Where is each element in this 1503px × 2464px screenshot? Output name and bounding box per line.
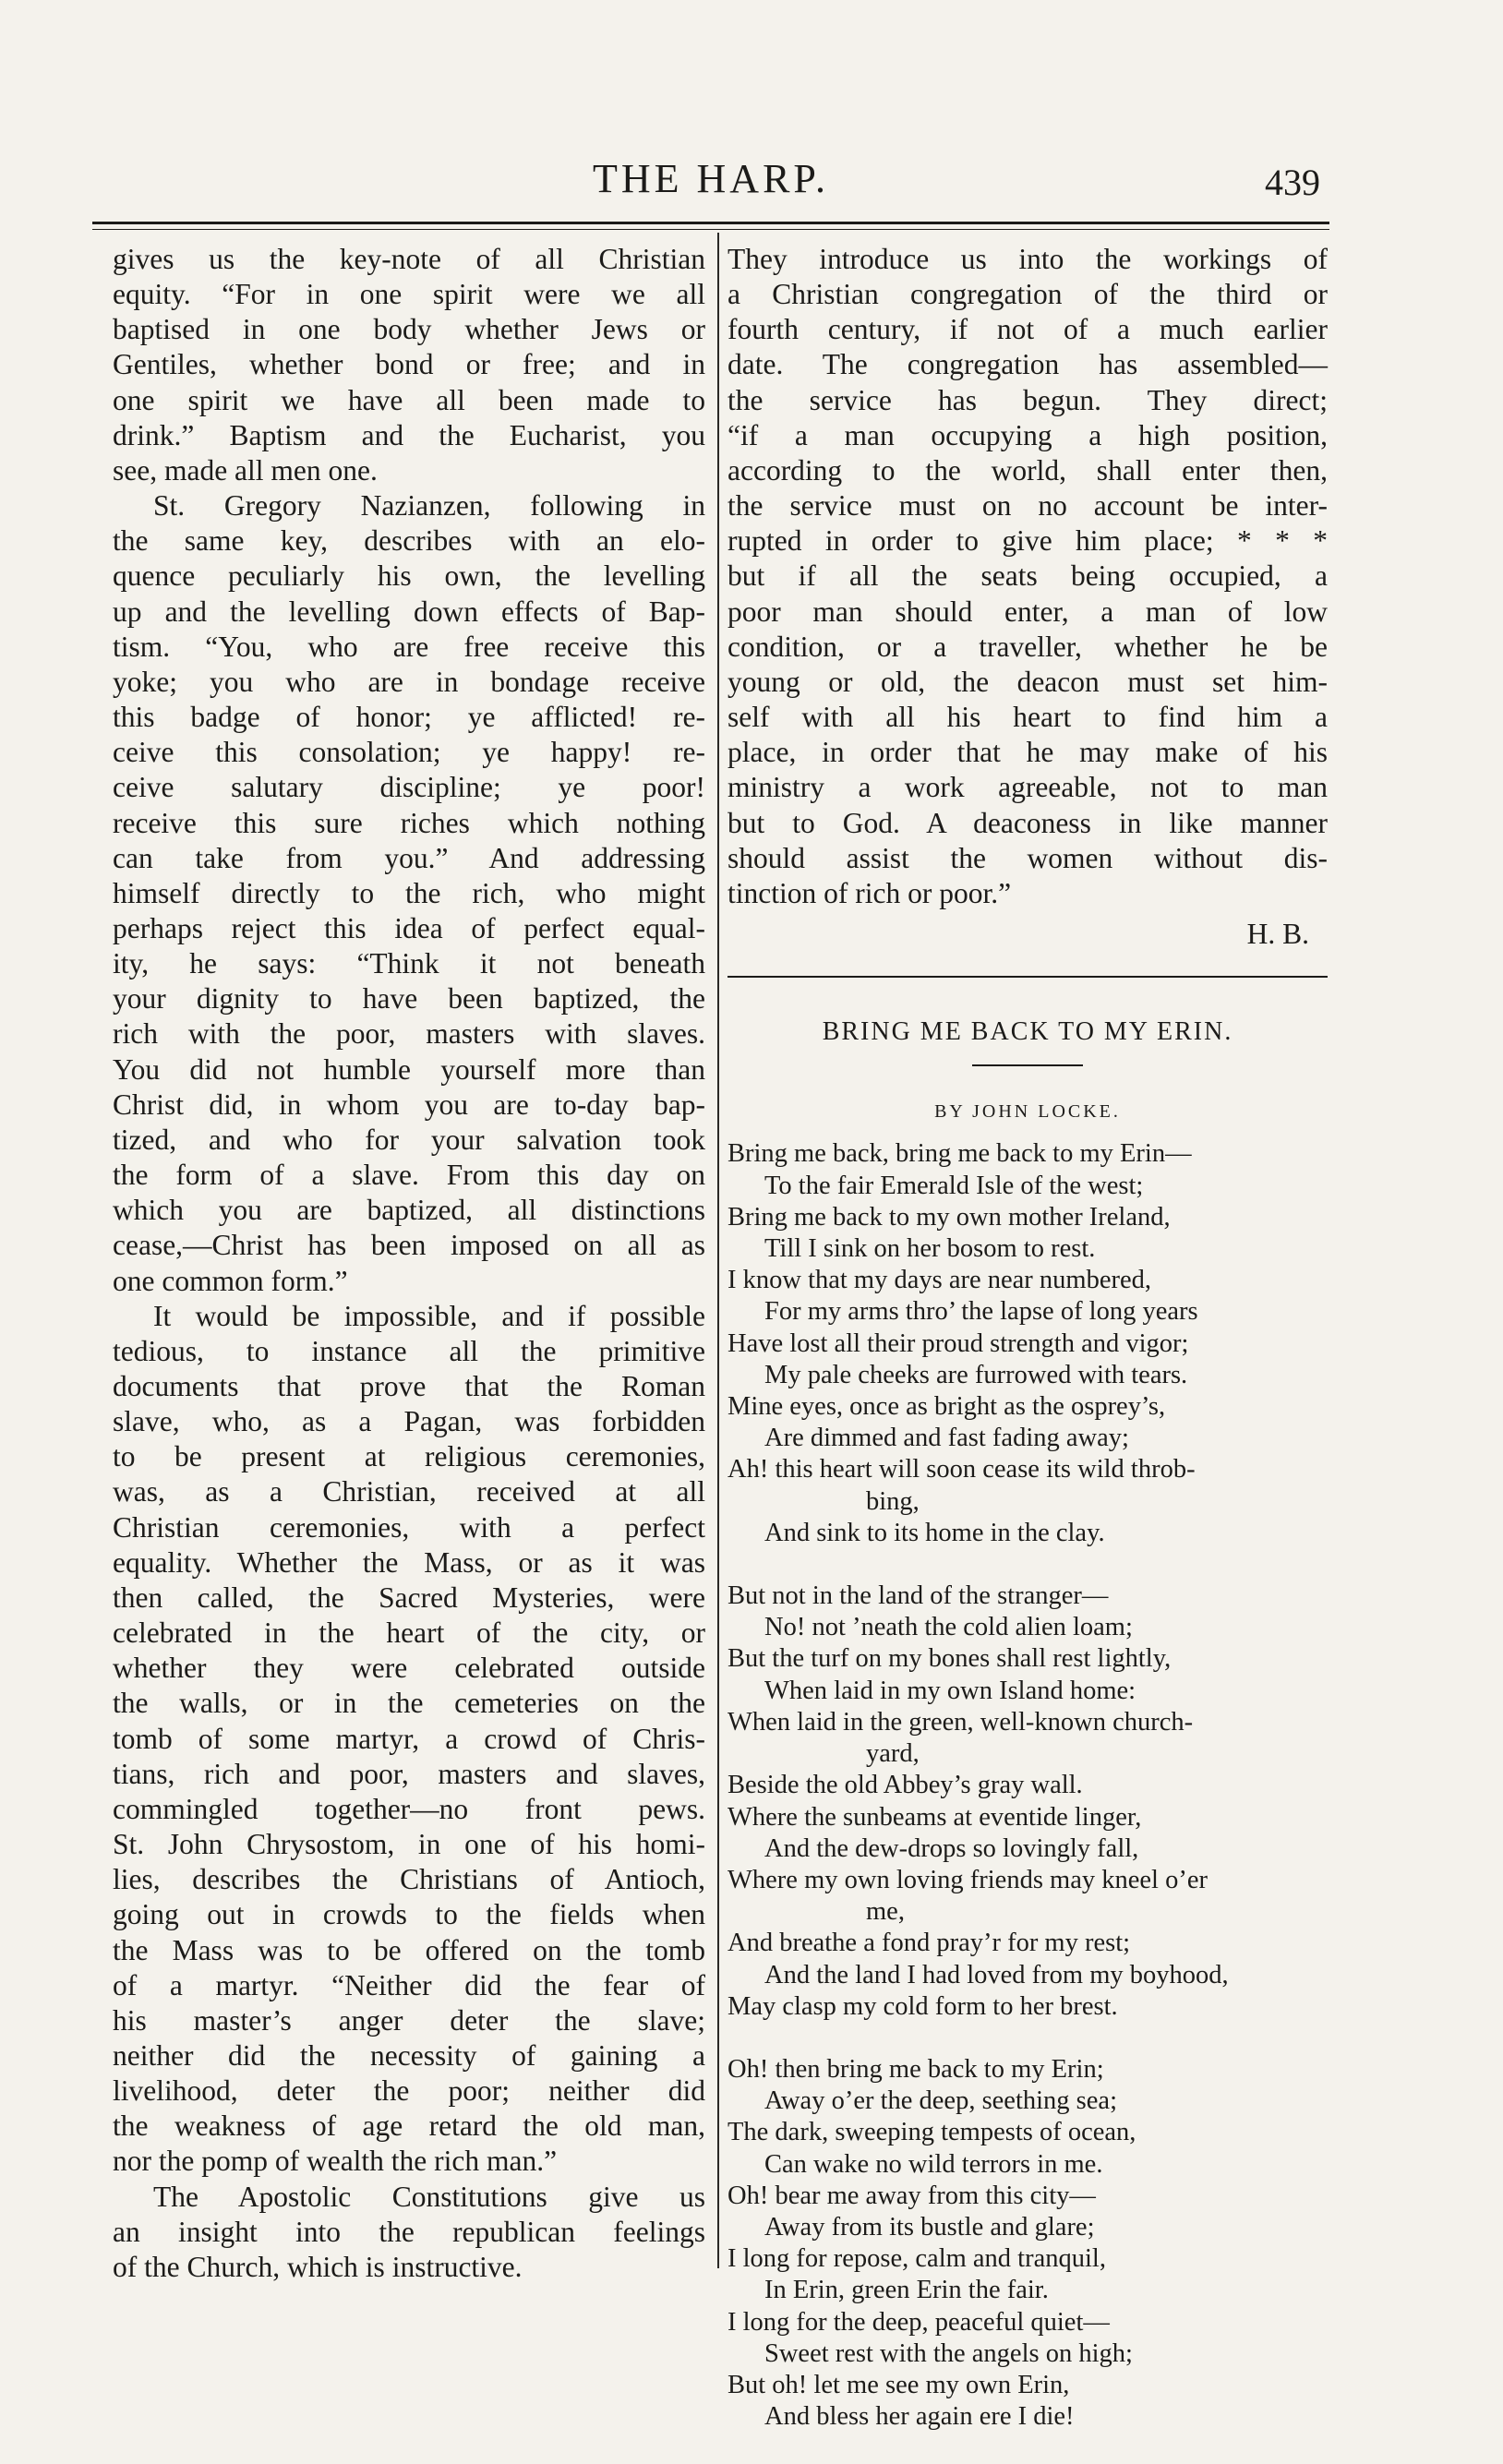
text-line: Gentiles, whether bond or free; and in [113,348,705,381]
poem-stanza [727,1581,1328,2023]
poem-verse: bing, [866,1486,920,1516]
text-line: baptised in one body whether Jews or [113,313,705,346]
text-line: but to God. A deaconess in like manner [727,806,1328,839]
text-line: gives us the key-note of all Christian [113,243,705,275]
text-line: one common form.” [113,1264,348,1297]
text-line: can take from you.” And addressing [113,841,705,874]
text-line: of the Church, which is instructive. [113,2250,523,2283]
poem-stanza [727,1138,1328,1549]
text-line: Christ did, in whom you are to-day bap- [113,1088,705,1121]
poem-verse: Where the sunbeams at eventide linger, [727,1802,1142,1832]
header-rule-thin [92,229,1329,230]
text-line: lies, describes the Christians of Antioch, [113,1863,705,1896]
poem-verse: When laid in my own Island home: [764,1676,1136,1705]
title-rule [972,1064,1083,1066]
poem-body [727,1138,1328,2433]
text-line: commingled together—no front pews. [113,1792,705,1825]
text-line: was, as a Christian, received at all [113,1475,705,1508]
header-rule [92,222,1329,224]
poem-verse: Away o’er the deep, seething sea; [764,2086,1117,2116]
text-line: Christian ceremonies, with a perfect [113,1510,705,1544]
poem-verse: Can wake no wild terrors in me. [764,2149,1103,2179]
text-line: of a martyr. “Neither did the fear of [113,1968,705,2001]
poem-verse: Till I sink on her bosom to rest. [764,1234,1096,1264]
text-line: tism. “You, who are free receive this [113,630,705,663]
text-line: tedious, to instance all the primitive [113,1334,705,1367]
text-line: to be present at religious ceremonies, [113,1440,705,1473]
text-line: the walls, or in the cemeteries on the [113,1687,705,1720]
text-line: ity, he says: “Think it not beneath [113,947,705,980]
text-line: his master’s anger deter the slave; [113,2003,705,2037]
poem-verse: Sweet rest with the angels on high; [764,2338,1133,2368]
text-line: young or old, the deacon must set him- [727,665,1328,698]
poem-title: BRING ME BACK TO MY ERIN. [822,1017,1233,1047]
left-column [113,242,705,2285]
text-line: cease,—Christ has been imposed on all as [113,1229,705,1262]
text-line: the Mass was to be offered on the tomb [113,1933,705,1966]
text-line: neither did the necessity of gaining a [113,2038,705,2072]
text-line: then called, the Sacred Mysteries, were [113,1581,705,1614]
text-line: tinction of rich or poor.” [727,876,1012,909]
poem-verse: Oh! then bring me back to my Erin; [727,2054,1104,2084]
poem-verse: Away from its bustle and glare; [764,2212,1095,2242]
page-header [92,155,1329,210]
text-line: the weakness of age retard the old man, [113,2109,705,2143]
poem-verse: And the land I had loved from my boyhood, [764,1960,1229,1989]
poem-verse: May clasp my cold form to her brest. [727,1991,1118,2021]
text-line: self with all his heart to find him a [727,701,1328,734]
poem-verse: And breathe a fond pray’r for my rest; [727,1929,1131,1958]
text-line: “if a man occupying a high position, [727,418,1328,451]
text-line: tized, and who for your salvation took [113,1123,705,1156]
poem-verse: yard, [866,1739,920,1769]
text-line: drink.” Baptism and the Eucharist, you [113,418,705,451]
paragraph [113,242,705,488]
article-signature: H. B. [1246,917,1309,950]
poem-verse: But not in the land of the stranger— [727,1581,1109,1611]
right-column [727,242,1328,2464]
section-separator [727,976,1328,978]
poem-verse: Ah! this heart will soon cease its wild throb- [727,1455,1196,1484]
text-line: celebrated in the heart of the city, or [113,1617,705,1650]
poem-verse: When laid in the green, well-known church- [727,1707,1194,1737]
text-line: place, in order that he may make of his [727,736,1328,769]
text-line: poor man should enter, a man of low [727,595,1328,628]
poem-verse: And bless her again ere I die! [764,2402,1075,2432]
text-line: an insight into the republican feelings [113,2215,705,2248]
text-line: equality. Whether the Mass, or as it was [113,1545,705,1579]
poem-verse: Oh! bear me away from this city— [727,2181,1096,2210]
text-line: quence peculiarly his own, the levelling [113,559,705,593]
poem-verse: For my arms thro’ the lapse of long years [764,1297,1198,1327]
text-line: equity. “For in one spirit were we all [113,278,705,311]
poem-verse: My pale cheeks are furrowed with tears. [764,1360,1188,1389]
text-line: They introduce us into the workings of [727,243,1328,275]
text-line: St. John Chrysostom, in one of his homi- [113,1828,705,1861]
text-line: date. The congregation has assembled— [727,348,1328,381]
poem-verse: I long for repose, calm and tranquil, [727,2244,1106,2274]
text-line: going out in crowds to the fields when [113,1898,705,1931]
article-continuation [727,242,1328,911]
text-line: the same key, describes with an elo- [113,524,705,558]
text-line: tomb of some martyr, a crowd of Chris- [113,1722,705,1755]
text-line: You did not humble yourself more than [113,1052,705,1086]
text-line: St. Gregory Nazianzen, following in [153,489,705,523]
poem-verse: The dark, sweeping tempests of ocean, [727,2118,1136,2147]
text-line: fourth century, if not of a much earlier [727,313,1328,346]
poem-verse: Beside the old Abbey’s gray wall. [727,1771,1083,1800]
text-line: condition, or a traveller, whether he be [727,630,1328,663]
text-line: this badge of honor; ye afflicted! re- [113,701,705,734]
text-line: should assist the women without dis- [727,841,1328,874]
text-line: according to the world, shall enter then, [727,453,1328,487]
poem-verse: Bring me back to my own mother Ireland, [727,1202,1171,1232]
text-line: ministry a work agreeable, not to man [727,771,1328,804]
text-line: the service has begun. They direct; [727,383,1328,416]
poem-verse: In Erin, green Erin the fair. [764,2276,1049,2305]
poem-verse: No! not ’neath the cold alien loam; [764,1613,1133,1642]
page-number: 439 [1265,162,1320,203]
text-line: The Apostolic Constitutions give us [153,2180,705,2213]
poem-verse: me, [866,1897,905,1927]
text-line: himself directly to the rich, who might [113,876,705,909]
poem-verse: Have lost all their proud strength and vigor; [727,1328,1189,1358]
text-line: receive this sure riches which nothing [113,806,705,839]
text-line: tians, rich and poor, masters and slaves, [113,1757,705,1790]
poem-verse: But the turf on my bones shall rest lightly, [727,1644,1172,1674]
text-line: yoke; you who are in bondage receive [113,665,705,698]
poem-verse: And sink to its home in the clay. [764,1518,1105,1547]
text-line: It would be impossible, and if possible [153,1299,705,1332]
text-line: documents that prove that the Roman [113,1370,705,1402]
poem-verse: Bring me back, bring me back to my Erin— [727,1139,1192,1169]
paragraph [113,488,705,1299]
column-divider [717,233,719,2268]
text-line: the service must on no account be inter- [727,489,1328,523]
poem-verse: And the dew-drops so lovingly fall, [764,1833,1139,1863]
paragraph [113,2180,705,2285]
poem-stanza [727,2054,1328,2433]
text-line: ceive salutary discipline; ye poor! [113,771,705,804]
text-line: which you are baptized, all distinctions [113,1194,705,1227]
poem-verse: I know that my days are near numbered, [727,1266,1152,1295]
poem-verse: Are dimmed and fast fading away; [764,1424,1129,1453]
text-line: a Christian congregation of the third or [727,278,1328,311]
text-line: rupted in order to give him place; * * * [727,524,1328,558]
paragraph [113,1299,705,2180]
text-line: nor the pomp of wealth the rich man.” [113,2145,558,2178]
poem-byline: BY JOHN LOCKE. [934,1101,1121,1123]
poem-verse: To the fair Emerald Isle of the west; [764,1171,1144,1200]
text-line: perhaps reject this idea of perfect equal- [113,911,705,944]
text-line: rich with the poor, masters with slaves. [113,1017,705,1051]
poem-verse: But oh! let me see my own Erin, [727,2370,1070,2399]
publication-title: THE HARP. [592,156,830,201]
text-line: the form of a slave. From this day on [113,1159,705,1192]
text-line: one spirit we have all been made to [113,383,705,416]
poem-verse: Mine eyes, once as bright as the osprey’s, [727,1392,1166,1422]
text-line: slave, who, as a Pagan, was forbidden [113,1405,705,1438]
poem-verse: I long for the deep, peaceful quiet— [727,2307,1110,2337]
poem-verse: Where my own loving friends may kneel o’er [727,1865,1208,1894]
text-line: up and the levelling down effects of Bap- [113,595,705,628]
text-line: but if all the seats being occupied, a [727,559,1328,593]
text-line: your dignity to have been baptized, the [113,982,705,1016]
text-line: see, made all men one. [113,453,378,487]
text-line: livelihood, deter the poor; neither did [113,2074,705,2108]
text-line: whether they were celebrated outside [113,1652,705,1685]
text-line: ceive this consolation; ye happy! re- [113,736,705,769]
